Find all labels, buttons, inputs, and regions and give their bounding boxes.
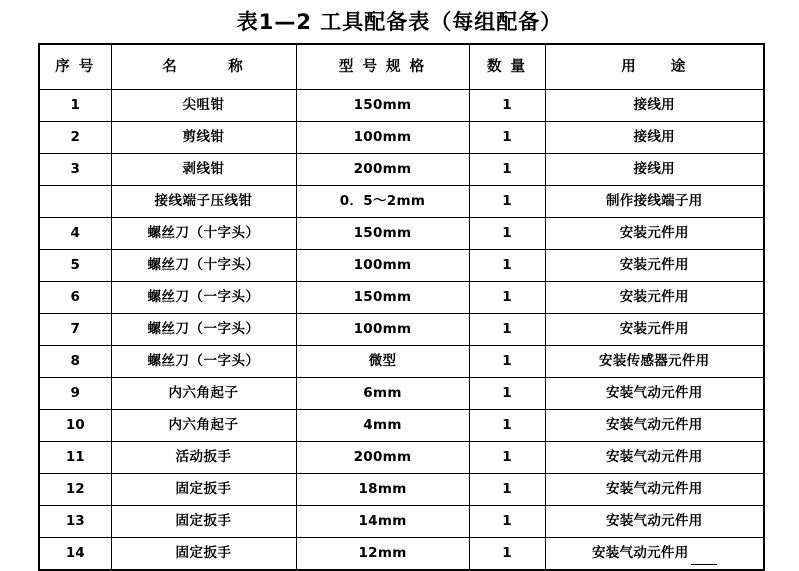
cell-use: 接线用 [545,122,764,154]
table-row [39,186,764,218]
cell-model: 100mm [296,314,469,346]
cell-qty: 1 [469,250,545,282]
cell-name: 螺丝刀（一字头） [111,282,296,314]
cell-seq: 4 [39,218,111,250]
cell-name: 内六角起子 [111,378,296,410]
cell-model: 200mm [296,442,469,474]
cell-qty: 1 [469,218,545,250]
cell-use: 安装气动元件用 [545,506,764,538]
cell-use: 安装气动元件用 [545,410,764,442]
cell-model: 100mm [296,250,469,282]
table-row [39,218,764,250]
cell-use: 安装元件用 [545,218,764,250]
cell-use: 安装元件用 [545,250,764,282]
table-row [39,474,764,506]
cell-name: 固定扳手 [111,538,296,571]
table-row [39,122,764,154]
cell-model: 150mm [296,90,469,122]
table-row [39,442,764,474]
table-header [39,44,764,90]
cell-seq: 12 [39,474,111,506]
cell-model: 150mm [296,218,469,250]
cell-qty: 1 [469,314,545,346]
cell-name: 内六角起子 [111,410,296,442]
cell-seq: 8 [39,346,111,378]
cell-qty: 1 [469,506,545,538]
cell-use: 安装元件用 [545,282,764,314]
table-row [39,506,764,538]
cell-name: 螺丝刀（一字头） [111,346,296,378]
column-header-model: 型 号 规 格 [296,44,469,90]
cell-seq [39,186,111,218]
cell-qty: 1 [469,378,545,410]
cell-seq: 6 [39,282,111,314]
table-header-row [39,44,764,90]
cell-name: 固定扳手 [111,474,296,506]
page-title: 表1—2 工具配备表（每组配备） [236,10,563,34]
cell-qty: 1 [469,538,545,571]
cell-seq: 13 [39,506,111,538]
table-row [39,410,764,442]
cell-model: 200mm [296,154,469,186]
cell-seq: 3 [39,154,111,186]
column-header-name: 名 称 [111,44,296,90]
table-container [0,43,799,571]
cell-name: 螺丝刀（十字头） [111,218,296,250]
cell-name: 尖咀钳 [111,90,296,122]
cell-qty: 1 [469,442,545,474]
table-row [39,90,764,122]
cell-name: 固定扳手 [111,506,296,538]
cell-name: 螺丝刀（一字头） [111,314,296,346]
cell-model: 12mm [296,538,469,571]
table-row [39,250,764,282]
cell-model: 4mm [296,410,469,442]
tool-equipment-table [38,43,765,571]
cell-qty: 1 [469,282,545,314]
table-row [39,314,764,346]
cell-model: 100mm [296,122,469,154]
table-row [39,378,764,410]
cell-qty: 1 [469,346,545,378]
pen-mark [691,563,717,565]
table-body [39,90,764,571]
table-row [39,282,764,314]
cell-qty: 1 [469,122,545,154]
column-header-qty: 数 量 [469,44,545,90]
cell-model: 150mm [296,282,469,314]
table-row [39,538,764,571]
cell-use: 安装气动元件用 [545,538,764,571]
cell-use: 安装元件用 [545,314,764,346]
cell-seq: 1 [39,90,111,122]
cell-name: 活动扳手 [111,442,296,474]
cell-model: 14mm [296,506,469,538]
cell-seq: 11 [39,442,111,474]
cell-name: 接线端子压线钳 [111,186,296,218]
cell-model: 微型 [296,346,469,378]
cell-use: 安装气动元件用 [545,474,764,506]
cell-qty: 1 [469,154,545,186]
cell-seq: 2 [39,122,111,154]
cell-seq: 7 [39,314,111,346]
cell-seq: 9 [39,378,111,410]
cell-name: 剪线钳 [111,122,296,154]
cell-qty: 1 [469,90,545,122]
cell-name: 螺丝刀（十字头） [111,250,296,282]
column-header-seq: 序 号 [39,44,111,90]
cell-use: 安装气动元件用 [545,378,764,410]
table-row [39,346,764,378]
cell-use: 接线用 [545,90,764,122]
cell-name: 剥线钳 [111,154,296,186]
cell-seq: 10 [39,410,111,442]
cell-qty: 1 [469,410,545,442]
cell-qty: 1 [469,186,545,218]
cell-use: 安装气动元件用 [545,442,764,474]
cell-seq: 5 [39,250,111,282]
cell-model: 18mm [296,474,469,506]
cell-use: 安装传感器元件用 [545,346,764,378]
cell-seq: 14 [39,538,111,571]
cell-use: 制作接线端子用 [545,186,764,218]
cell-model: 0．5～2mm [296,186,469,218]
cell-model: 6mm [296,378,469,410]
cell-use: 接线用 [545,154,764,186]
cell-qty: 1 [469,474,545,506]
column-header-use: 用 途 [545,44,764,90]
table-row [39,154,764,186]
